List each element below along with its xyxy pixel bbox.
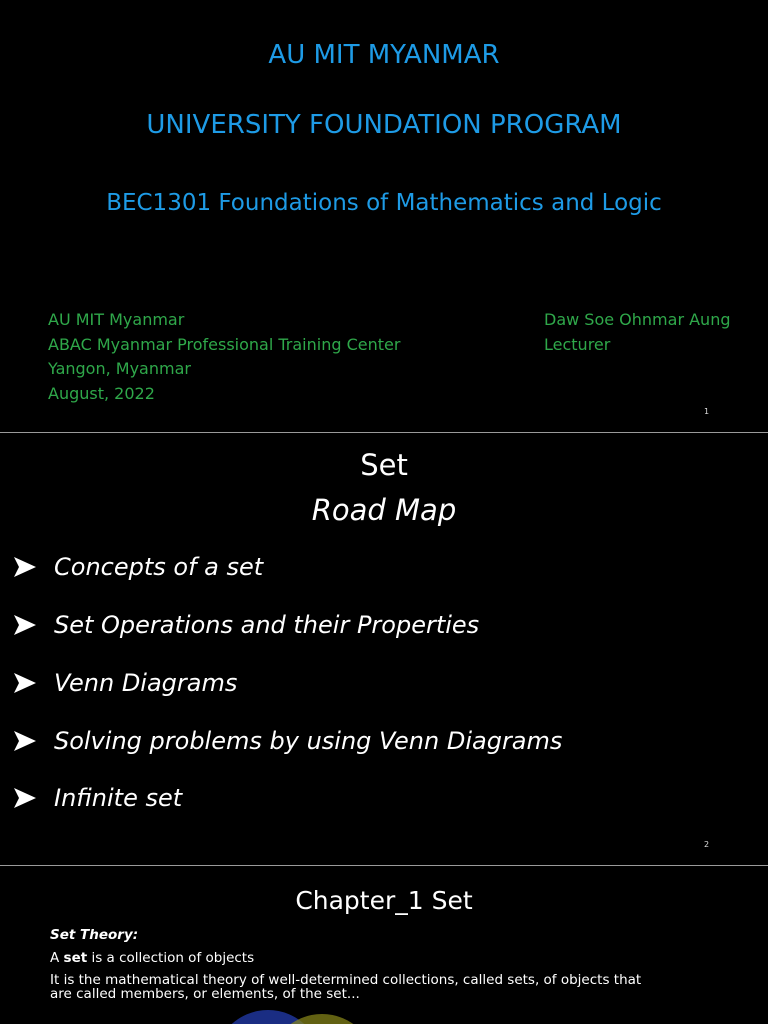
theory-line: are called members, or elements, of the set...: [50, 986, 360, 1002]
roadmap-item: [12, 666, 237, 700]
info-line: August, 2022: [48, 383, 155, 403]
definition-prefix: A: [50, 950, 64, 966]
institution-title: AU MIT MYANMAR: [268, 40, 500, 70]
slide-3: [0, 866, 768, 1024]
info-line: AU MIT Myanmar: [48, 310, 185, 329]
lecturer-name: Daw Soe Ohnmar Aung: [544, 310, 731, 329]
roadmap-item: [12, 550, 263, 584]
arrow-bullet-icon: [12, 671, 38, 695]
lecturer-role: Lecturer: [544, 334, 611, 354]
section-heading: Set Theory:: [50, 927, 139, 943]
definition-suffix: is a collection of objects: [87, 950, 255, 966]
page-number: 1: [704, 407, 710, 416]
roadmap-item: [12, 608, 479, 642]
course-title: BEC1301 Foundations of Mathematics and Logic: [106, 190, 662, 216]
roadmap-item: [12, 724, 562, 758]
roadmap-item-label: Concepts of a set: [54, 553, 264, 581]
roadmap-item-label: Solving problems by using Venn Diagrams: [54, 727, 563, 755]
arrow-bullet-icon: [12, 786, 38, 810]
slide-1: [0, 0, 768, 432]
roadmap-item-label: Set Operations and their Properties: [54, 611, 480, 639]
theory-line: It is the mathematical theory of well-determined collections, called sets, of objects that: [50, 972, 642, 988]
chapter-title: Chapter_1 Set: [295, 886, 473, 915]
arrow-bullet-icon: [12, 555, 38, 579]
institution-info: [48, 308, 400, 406]
info-line: ABAC Myanmar Professional Training Center: [48, 334, 401, 354]
roadmap-item: [12, 781, 182, 815]
program-title: UNIVERSITY FOUNDATION PROGRAM: [146, 110, 622, 140]
slide-2: [0, 433, 768, 865]
slide-subtitle: Road Map: [311, 493, 457, 527]
definition-term: set: [63, 950, 88, 966]
lecturer-info: [544, 308, 730, 357]
venn-diagram-preview: [220, 1006, 380, 1024]
definition-line: [50, 950, 254, 966]
roadmap-item-label: Venn Diagrams: [54, 669, 238, 697]
roadmap-item-label: Infinite set: [54, 784, 183, 812]
slide-title: Set: [360, 448, 408, 482]
arrow-bullet-icon: [12, 729, 38, 753]
theory-description: [50, 973, 641, 1001]
info-line: Yangon, Myanmar: [48, 359, 191, 378]
arrow-bullet-icon: [12, 613, 38, 637]
page-number: 2: [704, 840, 710, 849]
